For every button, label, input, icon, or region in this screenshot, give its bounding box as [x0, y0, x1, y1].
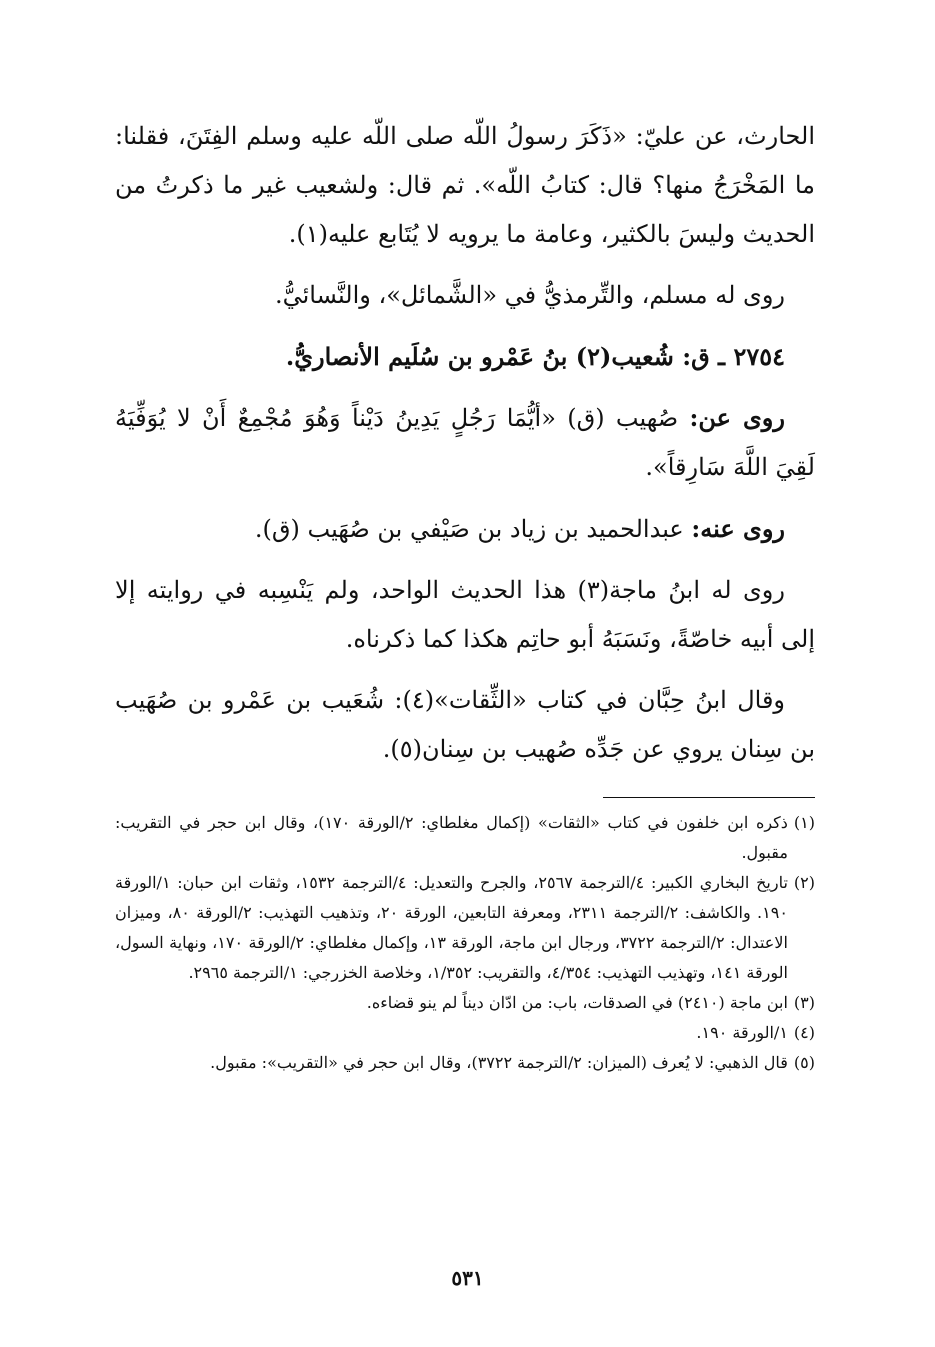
footnote-text: تاريخ البخاري الكبير: ٤/الترجمة ٢٥٦٧، والجرح والتعديل: ٤/الترجمة ١٥٣٢، وثقات ابن حبان: ١/الورقة ١٩٠. والكاشف: ٢/الترجمة ٢٣١١، ومعرفة التابعين، الورقة ٢٠، وتذهيب التهذيب: ٢/الورقة ٨٠، وميزان الاعتدال: ٢/الترجمة ٣٧٢٢، ورجال ابن ماجة، الورقة ١٣، وإكمال مغلطاي: ٢/الورقة ١٧٠، ونهاية السول، الورقة ١٤١، وتهذيب التهذيب: ٤/٣٥٤، والتقريب: ١/٣٥٢، وخلاصة الخزرجي: ١/الترجمة ٢٩٦٥. [115, 873, 788, 982]
footnote-separator [603, 797, 815, 798]
footnote-text: ١/الورقة ١٩٠. [696, 1023, 788, 1042]
footnote-2 [115, 868, 815, 988]
paragraph-narrated-by [115, 504, 815, 554]
footnote-number: (٣) [793, 993, 815, 1012]
main-text [115, 112, 815, 774]
footnote-text: ابن ماجة (٢٤١٠) في الصدقات، باب: من ادّان ديناً لم ينو قضاءه. [366, 993, 788, 1012]
footnotes [115, 808, 815, 1078]
paragraph-narrated-from [115, 393, 815, 492]
footnote-5 [115, 1048, 815, 1078]
entry-heading: ٢٧٥٤ ـ ق: شُعيب(٢) بنُ عَمْرو بن سُلَيم الأنصاريُّ. [285, 342, 785, 371]
label-narrated-by: روى عنه: [691, 514, 785, 543]
footnote-number: (٢) [793, 873, 815, 892]
footnote-1 [115, 808, 815, 868]
paragraph-ibn-majah: روى له ابنُ ماجة(٣) هذا الحديث الواحد، ولم يَنْسِبه في روايته إلا إلى أبيه خاصّةً، ونَسَبَهُ أبو حاتِم هكذا كما ذكرناه. [115, 576, 815, 653]
narrator-name: عبدالحميد بن زياد بن صَيْفي بن صُهَيب (ق). [254, 515, 684, 543]
footnote-3 [115, 988, 815, 1018]
footnote-text: قال الذهبي: لا يُعرف (الميزان: ٢/الترجمة ٣٧٢٢)، وقال ابن حجر في «التقريب»: مقبول. [210, 1053, 788, 1072]
footnote-number: (١) [793, 813, 815, 832]
paragraph-continuation: الحارث، عن عليّ: «ذَكَرَ رسولُ اللّه صلى اللّه عليه وسلم الفِتَنَ، فقلنا: ما المَخْرَجُ منها؟ قال: كتابُ اللّه». ثم قال: ولشعيب غير ما ذكرتُ من الحديث وليسَ بالكثير، وعامة ما يرويه لا يُتَابع عليه(١). [115, 122, 815, 248]
footnote-number: (٥) [793, 1053, 815, 1072]
paragraph-ibn-hibban: وقال ابنُ حِبَّان في كتاب «الثِّقات»(٤): شُعَيب بن عَمْرو بن صُهَيب بن سِنان يروي عن جَدِّه صُهيب بن سِنان(٥). [115, 686, 815, 763]
footnote-4 [115, 1018, 815, 1048]
label-narrated-from: روى عن: [689, 403, 785, 432]
hadith-text: صُهيب (ق) «أيُّمَا رَجُلٍ يَدِينُ دَيْناً وَهُوَ مُجْمِعٌ أَنْ لا يُوَفِّيَهُ لَقِيَ اللَّهَ سَارِقاً». [115, 404, 815, 481]
paragraph-narrators: روى له مسلم، والتِّرمذيُّ في «الشَّمائل»، والنَّسائيُّ. [274, 281, 785, 309]
footnote-number: (٤) [793, 1023, 815, 1042]
page-number: ٥٣١ [451, 1266, 484, 1290]
footnote-text: ذكره ابن خلفون في كتاب «الثقات» (إكمال مغلطاي: ٢/الورقة ١٧٠)، وقال ابن حجر في التقريب: مقبول. [115, 813, 788, 862]
